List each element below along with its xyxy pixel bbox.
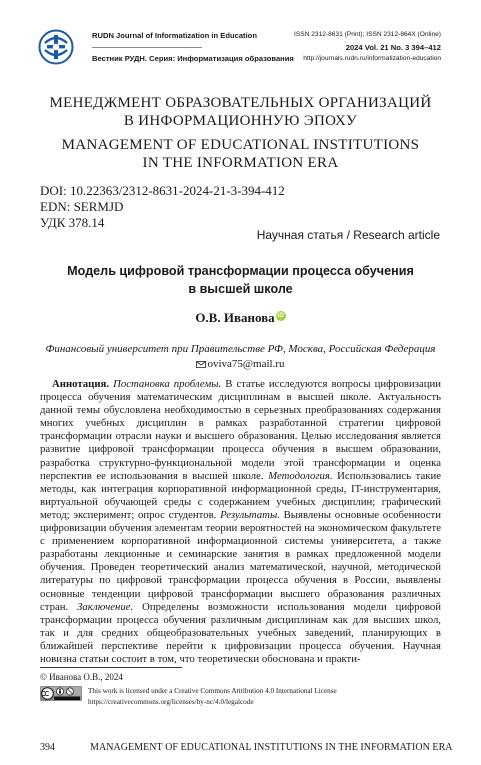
page-number: 394 [40,742,55,753]
problem-text: В статье исследуются вопросы цифровизации процесса обучения математическим дисциплинам в высшей школе. Актуальность данной темы обусловлена необходимостью в серьезных преобразованиях содержания многих учебных дисциплин в рамках разработанной стратегии цифровой трансформации отрасли науки и высшего образования. Целью исследования является развитие цифровой трансформации процесса обучения в высшем образовании, разработка структурно-функциональной модели этой трансформации и оценка перспектив ее использования в высшей школе. [40,378,442,482]
volume-issue-pages: 2024 Vol. 21 No. 3 394–412 [345,43,441,52]
results-text: Выявлены основные особенности цифровизации обучения элементам теории вероятностей на экономическом факультете с применением корпоративной информационной системы университета, а также разработаны лекционные и семинарские занятия в рамках предложенной модели обучения. Проведен теоретический анализ математической, научной, методической литературы по цифровой трансформации процесса обучения в России, выявлены основные тенденции цифровой трансформации высшего образования различных стран. [40,508,442,613]
paper-title-line1: Модель цифровой трансформации процесса обучения [67,264,414,278]
license-text [88,686,337,707]
author-name: О.В. Иванова [195,310,275,325]
footnote-divider [40,667,182,668]
conclusion-label: Заключение. [77,600,134,613]
paper-title [40,262,441,298]
rudn-logo-icon [38,29,74,65]
journal-title-en: RUDN Journal of Informatization in Education [92,31,257,40]
edn: EDN: SERMJD [40,199,124,214]
abstract-label: Аннотация. [52,378,110,390]
conclusion-text: Определены возможности использования модели цифровой трансформации процесса обучения различным дисциплинам как для высших школ, так и для средних общеобразовательных учебных заведений, планирующих в ближайшей перспективе перейти к цифровизации процесса обучения. Научная новизна статьи состоит в том, что теоретически обоснована и практи- [40,600,442,665]
section-heading-en-line2: IN THE INFORMATION ERA [142,155,339,171]
journal-url[interactable]: http://journals.rudn.ru/informatization-education [303,55,441,62]
running-footer: MANAGEMENT OF EDUCATIONAL INSTITUTIONS IN THE INFORMATION ERA [90,742,453,753]
copyright: © Иванова О.В., 2024 [40,672,123,682]
orcid-icon[interactable]: iD [277,312,284,319]
journal-title-ru: Вестник РУДН. Серия: Информатизация образования [92,54,294,63]
article-type: Научная статья / Research article [256,228,440,242]
results-label: Результаты. [220,508,280,521]
cc-by-nc-icon[interactable] [40,686,82,701]
affiliation: Финансовый университет при Правительстве РФ, Москва, Российская Федерация [45,343,436,355]
author-email[interactable]: oviva75@mail.ru [207,358,285,370]
section-heading-ru-line1: МЕНЕДЖМЕНТ ОБРАЗОВАТЕЛЬНЫХ ОРГАНИЗАЦИЙ [49,95,432,111]
issn: ISSN 2312-8631 (Print); ISSN 2312-864X (Online) [294,31,441,38]
method-text: Использовались такие методы, как интеграция корпоративной информационной среды, IT-инструментария, виртуальной обучающей среды с содержанием учебных дисциплин; графический метод; эксперимент; опрос студентов. [40,469,442,521]
udk: УДК 378.14 [40,215,105,230]
email-line [40,358,441,370]
section-heading-en [40,136,441,172]
section-heading-en-line1: MANAGEMENT OF EDUCATIONAL INSTITUTIONS [61,137,420,153]
license-line: This work is licensed under a Creative Commons Attribution 4.0 International License [88,687,337,695]
abstract [40,378,441,666]
envelope-icon [196,361,206,368]
method-label: Методология. [268,469,333,482]
license-url[interactable]: https://creativecommons.org/licenses/by-nc/4.0/legalcode [88,697,254,706]
section-heading-ru [40,94,441,130]
paper-title-line2: в высшей школе [188,282,293,296]
section-heading-ru-line2: В ИНФОРМАЦИОННУЮ ЭПОХУ [123,113,358,129]
author [40,310,441,326]
doi[interactable]: DOI: 10.22363/2312-8631-2024-21-3-394-412 [40,183,285,198]
problem-label: Постановка проблемы. [113,378,222,390]
header-divider [92,47,202,48]
